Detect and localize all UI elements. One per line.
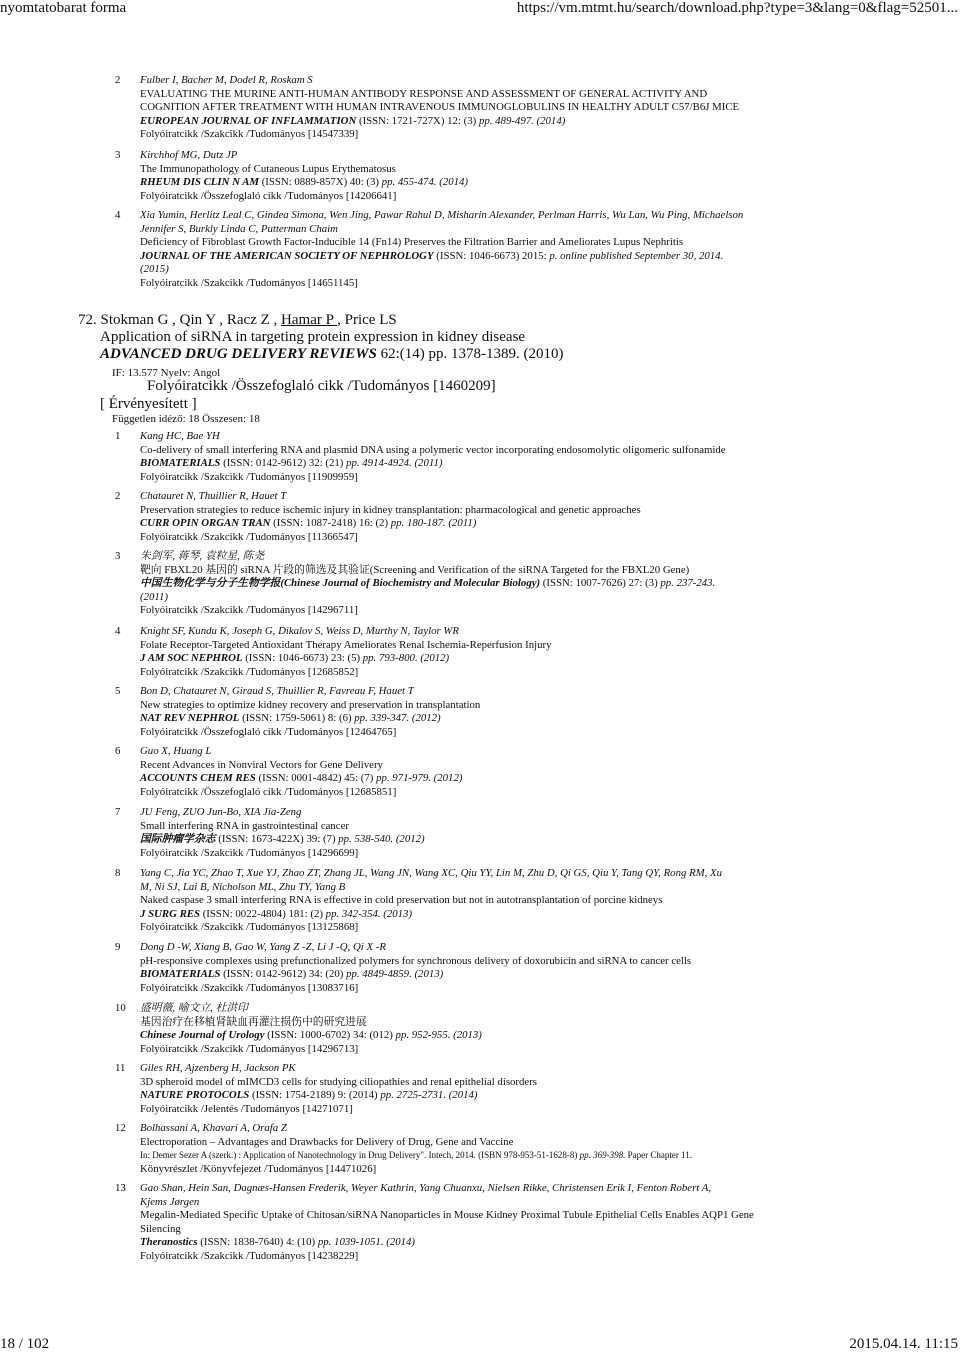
citation-type: Folyóiratcikk /Összefoglaló cikk /Tudományos [12464765] (140, 725, 397, 738)
citation-issn: (ISSN: 1000-6702) 34: (012) (264, 1029, 393, 1042)
citation-pages: pp. 793-800. (2012) (360, 652, 450, 665)
citation-authors: Dong D -W, Xiang B, Gao W, Yang Z -Z, Li J -Q, Qi X -R (140, 941, 386, 953)
citation-number: 3 (115, 550, 121, 562)
citation-number: 9 (115, 941, 121, 953)
citation-title-line: Silencing (140, 1222, 181, 1235)
citation-type: Folyóiratcikk /Összefoglaló cikk /Tudományos [12685851] (140, 785, 397, 798)
publication-entry (78, 312, 564, 363)
publication-authors-rest: , Price LS (337, 312, 397, 328)
citation-type: Folyóiratcikk /Összefoglaló cikk /Tudományos [14206641] (140, 189, 397, 202)
citation-year: (2015) (140, 263, 169, 276)
citation-number: 11 (115, 1062, 126, 1074)
citation-journal: Theranostics (140, 1236, 198, 1249)
citation-type: Folyóiratcikk /Szakcikk /Tudományos [14238229] (140, 1249, 359, 1262)
citation-journal: NAT REV NEPHROL (140, 712, 240, 725)
citation-title: Small interfering RNA in gastrointestinal cancer (140, 819, 349, 832)
citation-authors: Chatauret N, Thuillier R, Hauet T (140, 490, 287, 502)
citation-number: 8 (115, 867, 121, 879)
citation-journal: J AM SOC NEPHROL (140, 652, 243, 665)
citation-issn: (ISSN: 0142-9612) 34: (20) (220, 968, 344, 981)
citation-issn: (ISSN: 1754-2189) 9: (2014) (249, 1089, 378, 1102)
citation-source (140, 712, 480, 726)
citation-pages: pp. 4849-4859. (2013) (343, 968, 444, 981)
citation-type: Folyóiratcikk /Szakcikk /Tudományos [14651145] (140, 276, 358, 289)
citation-title-line: Megalin-Mediated Specific Uptake of Chitosan/siRNA Nanoparticles in Mouse Kidney Proximal Tubule Epithelial Cells Enables AQP1 Gene (140, 1209, 754, 1222)
citation-type: Folyóiratcikk /Szakcikk /Tudományos [13083716] (140, 981, 359, 994)
citation-authors-line: Kjems Jørgen (140, 1195, 200, 1208)
citation-number: 5 (115, 685, 121, 697)
citation-number: 4 (115, 209, 121, 221)
publication-authors: Stokman G , Qin Y , Racz Z , (100, 312, 282, 328)
citation-publisher (140, 1149, 692, 1163)
citation-source (140, 1029, 482, 1043)
citation-journal: 中国生物化学与分子生物学报(Chinese Journal of Biochemistry and Molecular Biology) (140, 577, 541, 590)
citation-issn: (ISSN: 1046-6673) 2015: (433, 249, 547, 262)
citation-pages: pp. 971-979. (2012) (373, 772, 463, 785)
citation-title-line: COGNITION AFTER TREATMENT WITH HUMAN INTRAVENOUS IMMUNOGLOBULINS IN HEALTHY ADULT C57/B6J MICE (140, 101, 740, 114)
citation-number: 2 (115, 74, 121, 86)
citation-issn: (ISSN: 0142-9612) 32: (21) (220, 457, 344, 470)
citation-authors: Kirchhof MG, Dutz JP (140, 149, 238, 161)
publication-type: Folyóiratcikk /Összefoglaló cikk /Tudományos [1460209] (147, 378, 496, 394)
citation-type: Folyóiratcikk /Szakcikk /Tudományos [14547339] (140, 128, 359, 141)
citation-pages: pp. 4914-4924. (2011) (343, 457, 443, 470)
citation-issn: (ISSN: 0889-857X) 40: (3) (259, 176, 379, 189)
citation-authors-line: M, Ni SJ, Lai B, Nicholson ML, Zhu TY, Yang B (140, 880, 346, 893)
citation-authors: Knight SF, Kundu K, Joseph G, Dikalov S, Weiss D, Murthy N, Taylor WR (140, 625, 460, 637)
citation-authors: 朱剑军, 蒋琴, 袁粒星, 陈尧 (140, 550, 265, 562)
publication-authors-line (78, 312, 564, 329)
citation-issn: (ISSN: 1046-6673) 23: (5) (242, 652, 361, 665)
citation-pages: pp. 455-474. (2014) (378, 176, 469, 189)
citation-number: 1 (115, 430, 121, 442)
citation-chapter: Paper Chapter 11. (625, 1150, 692, 1161)
citation-issn: (ISSN: 0001-4842) 45: (7) (255, 772, 374, 785)
citation-title: 靶向 FBXL20 基因的 siRNA 片段的筛选及其验证(Screening and Verification of the siRNA Targeted for the FBXL20 Gene) (140, 563, 690, 576)
citation-source (140, 577, 715, 591)
citation-authors-line: Jennifer S, Burkly Linda C, Putterman Chaim (140, 222, 338, 235)
citation-title: Co-delivery of small interfering RNA and plasmid DNA using a polymeric vector incorporating endosomolytic oligomeric sulfonamide (140, 443, 726, 456)
citation-source (140, 176, 468, 190)
print-datetime: 2015.04.14. 11:15 (849, 1336, 958, 1352)
citation-title: pH-responsive complexes using prefunctionalized polymers for synchronous delivery of doxorubicin and siRNA to cancer cells (140, 954, 692, 967)
citation-count: Független idéző: 18 Összesen: 18 (112, 413, 260, 425)
print-header-title: nyomtatobarat forma (0, 0, 127, 16)
publication-journal-details: 62:(14) pp. 1378-1389. (2010) (376, 346, 564, 362)
citation-issn: (ISSN: 0022-4804) 181: (2) (200, 907, 323, 920)
publication-source (78, 346, 564, 363)
citation-number: 6 (115, 745, 121, 757)
citation-pages: pp. 342-354. (2013) (322, 907, 413, 920)
citation-pages: pp. 2725-2731. (2014) (377, 1089, 478, 1102)
citation-issn: (ISSN: 1007-7626) 27: (3) (540, 577, 658, 590)
citation-pages: pp. 369-398. (577, 1150, 626, 1161)
citation-source (140, 115, 739, 129)
citation-pages: pp. 952-955. (2013) (392, 1029, 482, 1042)
citation-number: 4 (115, 625, 121, 637)
citation-authors: JU Feng, ZUO Jun-Bo, XIA Jia-Zeng (140, 806, 302, 818)
citation-issn: (ISSN: 1087-2418) 16: (2) (270, 517, 389, 530)
citation-pages: pp. 237-243. (657, 577, 716, 590)
citation-title: The Immunopathology of Cutaneous Lupus Erythematosus (140, 162, 396, 175)
citation-journal: CURR OPIN ORGAN TRAN (140, 517, 271, 530)
citation-number: 10 (115, 1002, 126, 1014)
citation-journal: ACCOUNTS CHEM RES (140, 772, 256, 785)
citation-journal: RHEUM DIS CLIN N AM (140, 176, 259, 189)
citation-type: Folyóiratcikk /Szakcikk /Tudományos [14296711] (140, 604, 358, 617)
citation-authors: Giles RH, Ajzenberg H, Jackson PK (140, 1062, 296, 1074)
citation-pages: pp. 489-497. (2014) (476, 114, 566, 127)
citation-journal: BIOMATERIALS (140, 457, 221, 470)
citation-source (140, 652, 551, 666)
publication-number: 72. (78, 312, 97, 328)
citation-title: Naked caspase 3 small interfering RNA is effective in cold preservation but not in autotransplantation of porcine kidneys (140, 894, 663, 907)
citation-number: 2 (115, 490, 121, 502)
citation-issn: (ISSN: 1673-422X) 39: (7) (215, 833, 336, 846)
citation-journal: 国际肿瘤学杂志 (140, 833, 216, 846)
citation-title: Folate Receptor-Targeted Antioxidant Therapy Ameliorates Renal Ischemia-Reperfusion Injury (140, 638, 552, 651)
citation-issn: (ISSN: 1759-5061) 8: (6) (239, 712, 352, 725)
citation-source (140, 968, 691, 982)
citation-authors: Guo X, Huang L (140, 745, 212, 757)
citation-type: Folyóiratcikk /Szakcikk /Tudományos [14296713] (140, 1042, 359, 1055)
citation-title: Electroporation – Advantages and Drawbacks for Delivery of Drug, Gene and Vaccine (140, 1135, 514, 1148)
citation-number: 7 (115, 806, 121, 818)
citation-journal: BIOMATERIALS (140, 968, 221, 981)
citation-title: Recent Advances in Nonviral Vectors for Gene Delivery (140, 758, 383, 771)
citation-journal: JOURNAL OF THE AMERICAN SOCIETY OF NEPHROLOGY (140, 249, 434, 262)
citation-journal: Chinese Journal of Urology (140, 1029, 265, 1042)
citation-source (140, 250, 743, 264)
citation-source (140, 908, 722, 922)
citation-title: Preservation strategies to reduce ischemic injury in kidney transplantation: pharmacological and genetic approaches (140, 503, 641, 516)
publication-title: Application of siRNA in targeting protein expression in kidney disease (100, 329, 526, 345)
citation-authors: 盛明薇, 喻文立, 杜洪印 (140, 1002, 248, 1014)
citation-issn: (ISSN: 1838-7640) 4: (10) (197, 1236, 316, 1249)
citation-type: Folyóiratcikk /Szakcikk /Tudományos [12685852] (140, 665, 359, 678)
citation-authors: Bon D, Chatauret N, Giraud S, Thuillier R, Favreau F, Hauet T (140, 685, 414, 697)
impact-factor-language: IF: 13.577 Nyelv: Angol (112, 367, 221, 379)
citation-type: Folyóiratcikk /Szakcikk /Tudományos [13125868] (140, 921, 359, 934)
citation-authors-line: Gao Shan, Hein San, Dagnæs-Hansen Frederik, Weyer Kathrin, Yang Chuanxu, Nielsen Rikke, Christensen Erik I, Fenton Robert A, (140, 1182, 712, 1194)
citation-pages: p. online published September 30, 2014. (546, 249, 724, 262)
citation-authors: Bolhassani A, Khavari A, Orafa Z (140, 1122, 287, 1134)
citation-pages: pp. 1039-1051. (2014) (315, 1236, 416, 1249)
citation-title: Deficiency of Fibroblast Growth Factor-Inducible 14 (Fn14) Preserves the Filtration Barrier and Ameliorates Lupus Nephritis (140, 236, 684, 249)
citation-journal: J SURG RES (140, 907, 201, 920)
citation-pages: pp. 538-540. (2012) (335, 833, 425, 846)
citation-year: (2011) (140, 590, 168, 603)
citation-number: 13 (115, 1182, 126, 1194)
citation-number: 12 (115, 1122, 126, 1134)
citation-source (140, 457, 726, 471)
citation-issn: (ISSN: 1721-727X) 12: (3) (356, 114, 477, 127)
citation-title: 基因治疗在移植肾缺血再灌注损伤中的研究进展 (140, 1015, 367, 1028)
citation-authors: Kang HC, Bae YH (140, 430, 220, 442)
citation-title: 3D spheroid model of mIMCD3 cells for studying ciliopathies and renal epithelial disorders (140, 1075, 538, 1088)
citation-authors-line: Xia Yumin, Herlitz Leal C, Gindea Simona, Wen Jing, Pawar Rahul D, Misharin Alexander, Perlman Harris, Wu Lan, Wu Ping, Michaelson (140, 209, 744, 221)
citation-source (140, 833, 425, 847)
citation-journal: EUROPEAN JOURNAL OF INFLAMMATION (140, 114, 357, 127)
print-header-url: https://vm.mtmt.hu/search/download.php?type=3&lang=0&flag=52501... (516, 0, 958, 16)
publication-journal: ADVANCED DRUG DELIVERY REVIEWS (100, 346, 377, 362)
citation-type: Folyóiratcikk /Jelentés /Tudományos [14271071] (140, 1102, 353, 1115)
citation-journal: NATURE PROTOCOLS (140, 1089, 250, 1102)
citation-number: 3 (115, 149, 121, 161)
citation-pages: pp. 339-347. (2012) (351, 712, 441, 725)
citation-source (140, 517, 641, 531)
author-link[interactable]: Hamar P (281, 312, 338, 328)
citation-source (140, 772, 462, 786)
citation-title: New strategies to optimize kidney recovery and preservation in transplantation (140, 698, 481, 711)
citation-authors: Fulber I, Bacher M, Dodel R, Roskam S (140, 74, 313, 86)
validated-badge: [ Érvényesített ] (100, 396, 197, 412)
citation-type: Könyvrészlet /Könyvfejezet /Tudományos [14471026] (140, 1162, 377, 1175)
citation-pages: pp. 180-187. (2011) (388, 517, 477, 530)
citation-type: Folyóiratcikk /Szakcikk /Tudományos [11909959] (140, 470, 358, 483)
citation-source (140, 1089, 537, 1103)
citation-type: Folyóiratcikk /Szakcikk /Tudományos [11366547] (140, 530, 358, 543)
citation-source (140, 1236, 754, 1250)
page-number: 18 / 102 (0, 1336, 50, 1352)
citation-title-line: EVALUATING THE MURINE ANTI-HUMAN ANTIBODY RESPONSE AND ASSESSMENT OF GENERAL ACTIVITY AND (140, 87, 708, 100)
citation-book: In: Demer Sezer A (szerk.) : Application of Nanotechnology in Drug Delivery". Intech, 2014. (ISBN 978-953-51-1628-8) (140, 1150, 578, 1161)
citation-authors-line: Yang C, Jia YC, Zhao T, Xue YJ, Zhao ZT, Zhang JL, Wang JN, Wang XC, Qiu YY, Lin M, Zhu D, Qi GS, Qiu Y, Tang QY, Rong RM, Xu (140, 867, 723, 879)
citation-type: Folyóiratcikk /Szakcikk /Tudományos [14296699] (140, 846, 359, 859)
